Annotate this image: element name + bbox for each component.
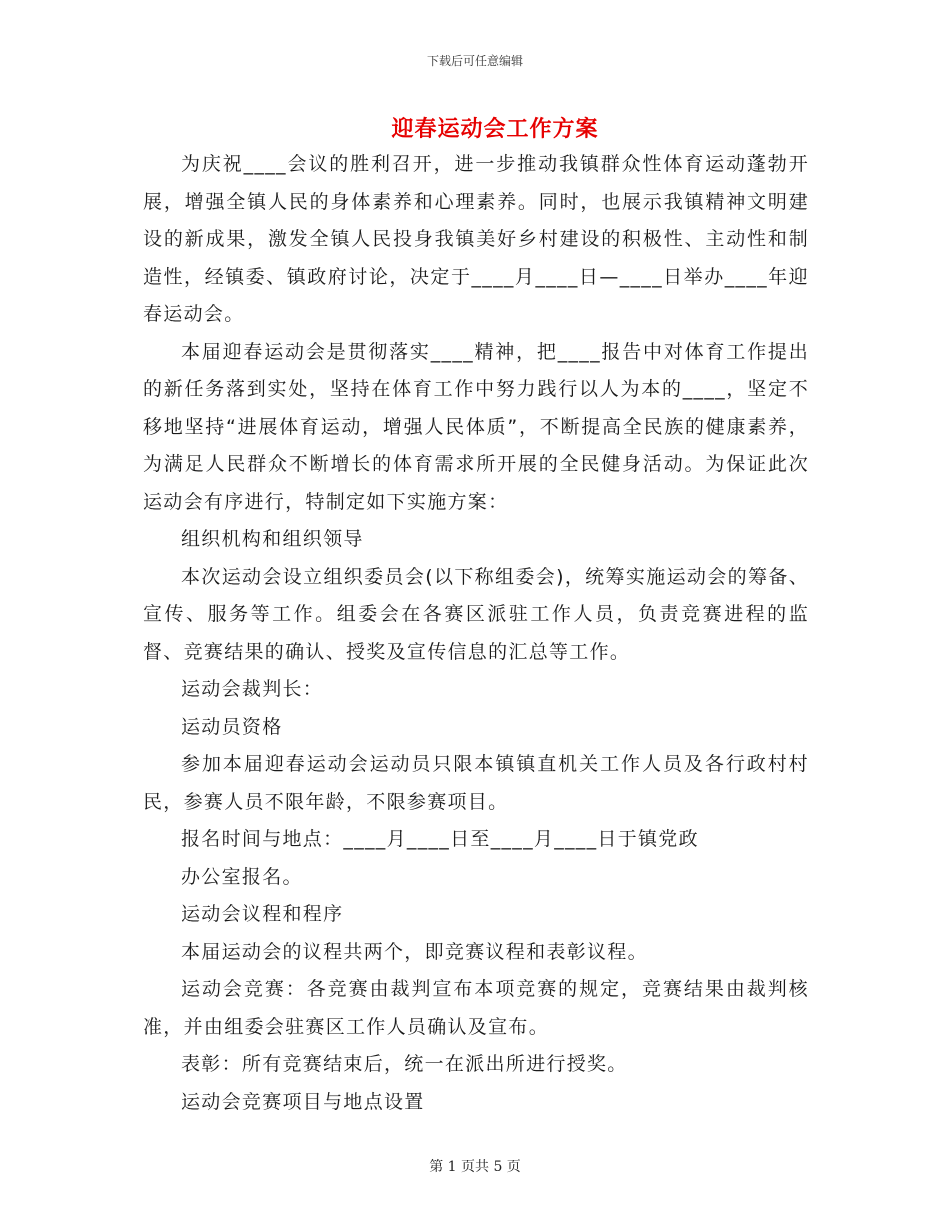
paragraph-registration-place: 办公室报名。 bbox=[181, 865, 303, 888]
heading-athlete-eligibility: 运动员资格 bbox=[181, 715, 283, 738]
paragraph-chief-referee: 运动会裁判长： bbox=[181, 678, 324, 700]
paragraph-intro: 为庆祝____会议的胜利召开，进一步推动我镇群众性体育运动蓬勃开展，增强全镇人民的身体素养和心理素养。同时，也展示我镇精神文明建设的新成果，激发全镇人民投身我镇美好乡村建设的积极性、主动性和制造性，经镇委、镇政府讨论，决定于____月____日—____日举办____年迎春运动会。 bbox=[143, 153, 809, 325]
document-title: 迎春运动会工作方案 bbox=[391, 117, 599, 142]
paragraph-registration: 报名时间与地点：____月____日至____月____日于镇党政 bbox=[181, 828, 699, 850]
page-number-footer: 第 1 页共 5 页 bbox=[429, 1159, 521, 1175]
paragraph-purpose: 本届迎春运动会是贯彻落实____精神，把____报告中对体育工作提出的新任务落到实处，坚持在体育工作中努力践行以人为本的____，坚定不移地坚持“进展体育运动，增强人民体质”，不断提高全民族的健康素养，为满足人民群众不断增长的体育需求所开展的全民健身活动。为保证此次运动会有序进行，特制定如下实施方案： bbox=[143, 340, 809, 513]
paragraph-agenda: 本届运动会的议程共两个，即竞赛议程和表彰议程。 bbox=[181, 940, 648, 963]
heading-agenda: 运动会议程和程序 bbox=[181, 903, 344, 925]
paragraph-awards: 表彰：所有竞赛结束后，统一在派出所进行授奖。 bbox=[181, 1053, 628, 1075]
paragraph-committee: 本次运动会设立组织委员会(以下称组委会)，统筹实施运动会的筹备、宣传、服务等工作。组委会在各赛区派驻工作人员，负责竞赛进程的监督、竞赛结果的确认、授奖及宣传信息的汇总等工作。 bbox=[143, 565, 809, 663]
paragraph-eligibility: 参加本届迎春运动会运动员只限本镇镇直机关工作人员及各行政村村民，参赛人员不限年龄，不限参赛项目。 bbox=[143, 753, 809, 813]
heading-organization: 组织机构和组织领导 bbox=[181, 528, 364, 550]
header-note: 下载后可任意编辑 bbox=[426, 54, 523, 68]
heading-events-venues: 运动会竞赛项目与地点设置 bbox=[181, 1090, 425, 1113]
document-body bbox=[143, 146, 809, 1121]
paragraph-competition: 运动会竞赛：各竞赛由裁判宣布本项竞赛的规定，竞赛结果由裁判核准，并由组委会驻赛区工作人员确认及宣布。 bbox=[143, 978, 809, 1038]
